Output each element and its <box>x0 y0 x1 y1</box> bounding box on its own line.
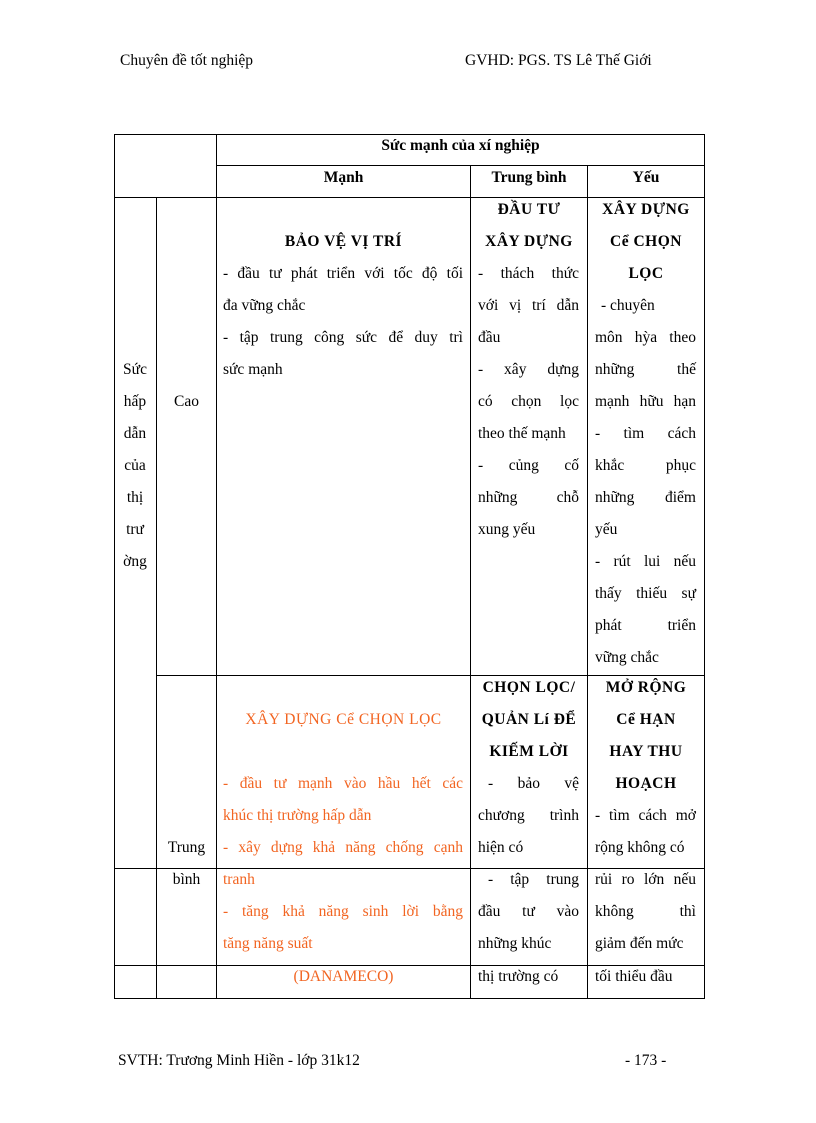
page-header-left: Chuyên đề tốt nghiệp <box>120 52 254 69</box>
row-group-label: Sức hấp dẫn của thị trư ờng <box>123 361 147 570</box>
tb-manh-title: XÂY DỰNG Cể CHỌN LỌC <box>245 711 442 728</box>
cao-yeu-body: - chuyên môn hỳa theo những thế mạnh hữu hạn - tìm cách khắc phục những điểm yếu - rút lui nếu thấy thiếu sự phát triển vững chắc <box>595 297 696 666</box>
row-label-binh: bình <box>172 871 201 888</box>
page-footer-left: SVTH: Trương Minh Hiền - lớp 31k12 <box>118 1052 360 1069</box>
cao-tb-body: - thách thức với vị trí dẫn đầu - xây dựng có chọn lọc theo thế mạnh - củng cố những chỗ xung yếu <box>478 265 579 538</box>
col-header-yeu: Yếu <box>632 169 660 186</box>
tb-yeu-body-cont: rủi ro lớn nếu không thì giảm đến mức <box>595 871 696 952</box>
table-rule-col-2 <box>216 134 217 999</box>
cao-yeu-title: XÂY DỰNG Cể CHỌN LỌC <box>602 201 690 282</box>
tb-tb-title: CHỌN LỌC/ QUẢN Lí ĐỂ KIẾM LỜI <box>481 679 577 760</box>
cao-manh-body: - đầu tư phát triển với tốc độ tối đa vững chắc - tập trung công sức để duy trì sức mạnh <box>223 265 463 378</box>
table-border-bottom <box>114 998 705 999</box>
page-header-right: GVHD: PGS. TS Lê Thế Giới <box>465 52 652 69</box>
tb-yeu-body: - tìm cách mở rộng không có <box>595 807 696 856</box>
tb-tb-body: - bảo vệ chương trình hiện có <box>478 775 579 856</box>
table-top-header: Sức mạnh của xí nghiệp <box>381 137 540 154</box>
tb-manh-note: (DANAMECO) <box>293 968 394 985</box>
table-rule-col-3 <box>470 165 471 999</box>
col-header-trung-binh: Trung bình <box>491 169 567 186</box>
page-number: - 173 - <box>625 1052 667 1069</box>
table-border-right <box>704 134 705 999</box>
tb-yeu-title: MỞ RỘNG Cể HẠN HAY THU HOẠCH <box>605 679 687 792</box>
cao-tb-title: ĐẦU TƯ XÂY DỰNG <box>485 201 573 250</box>
cao-manh-title: BẢO VỆ VỊ TRÍ <box>284 233 403 250</box>
tb-manh-body-cont: tranh - tăng khả năng sinh lời bằng tăng năng suất <box>223 871 463 952</box>
tb-tb-body-cont: - tập trung đầu tư vào những khúc <box>478 871 579 952</box>
tb-manh-body: - đầu tư mạnh vào hầu hết các khúc thị trường hấp dẫn - xây dựng khả năng chống cạnh <box>223 775 463 856</box>
tb-tb-body-cont2: thị trường có <box>478 968 559 985</box>
row-label-trung: Trung <box>167 839 206 856</box>
col-header-manh: Mạnh <box>323 169 364 186</box>
row-label-cao: Cao <box>174 393 199 410</box>
table-rule-col-4 <box>587 165 588 999</box>
tb-yeu-body-cont2: tối thiểu đầu <box>595 968 673 985</box>
